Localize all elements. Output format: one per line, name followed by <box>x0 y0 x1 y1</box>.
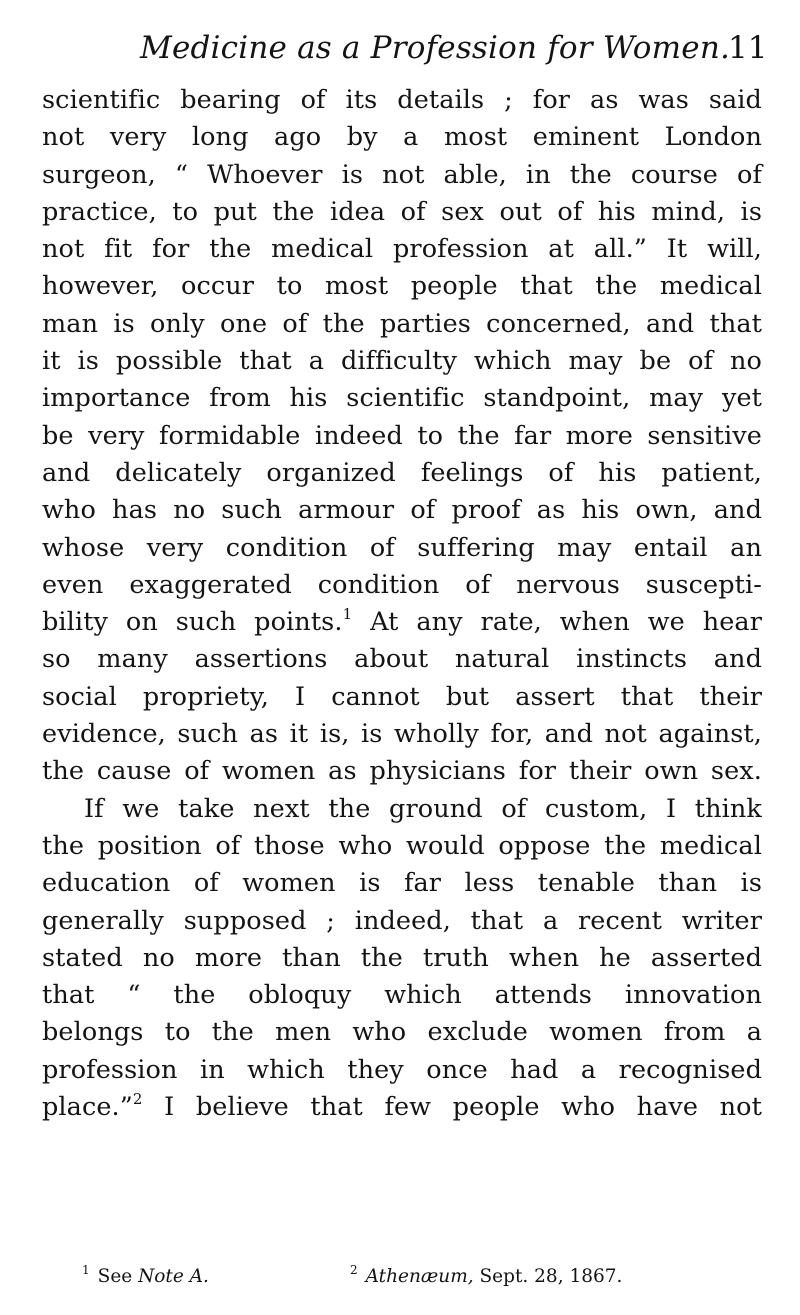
footnotes <box>82 1262 742 1292</box>
text-line: belongs to the men who exclude women from a <box>42 1017 762 1048</box>
footnote-mark: 2 <box>350 1263 358 1277</box>
text-line: stated no more than the truth when he asserted <box>42 942 762 973</box>
text-line: generally supposed ; indeed, that a recent writer <box>42 905 762 936</box>
text-line: scientific bearing of its details ; for as was said <box>42 85 762 115</box>
text-line: evidence, such as it is, is wholly for, and not against, <box>42 719 762 750</box>
body-text <box>42 82 762 1126</box>
text-line: be very formidable indeed to the far more sensitive <box>42 420 762 451</box>
text-line: so many assertions about natural instincts and <box>42 644 762 675</box>
text-line: not very long ago by a most eminent London <box>42 122 762 153</box>
text-line <box>42 604 762 641</box>
footnote-2 <box>350 1262 622 1292</box>
text-line: education of women is far less tenable than is <box>42 868 762 899</box>
running-title: Medicine as a Profession for Women. <box>140 30 731 66</box>
text-line: If we take next the ground of custom, I think <box>84 793 762 824</box>
text-line: whose very condition of suffering may entail an <box>42 532 762 563</box>
page-number: 11 <box>728 30 768 66</box>
text-line: social propriety, I cannot but assert that their <box>42 681 762 712</box>
footnote-ref-2[interactable]: 2 <box>132 1090 143 1109</box>
text-line: profession in which they once had a recognised <box>42 1054 762 1085</box>
footnote-text: See <box>97 1266 139 1287</box>
text-line: not fit for the medical profession at all.” It will, <box>42 234 762 265</box>
footnote-citation: Note A. <box>138 1266 209 1287</box>
text-fragment: I believe that few people who have not <box>164 1092 762 1123</box>
text-line: importance from his scientific standpoint, may yet <box>42 383 762 414</box>
text-line: the cause of women as physicians for their own sex. <box>42 756 762 787</box>
text-line: man is only one of the parties concerned, and that <box>42 308 762 339</box>
footnote-mark: 1 <box>82 1263 90 1277</box>
text-fragment: bility on such points. <box>42 607 343 638</box>
footnote-ref-1[interactable]: 1 <box>342 605 353 624</box>
text-line: practice, to put the idea of sex out of his mind, is <box>42 196 762 227</box>
text-line: even exaggerated condition of nervous suscepti- <box>42 569 762 600</box>
footnote-text: Sept. 28, 1867. <box>473 1266 623 1287</box>
text-fragment: place.” <box>42 1092 133 1123</box>
text-line: who has no such armour of proof as his own, and <box>42 495 762 526</box>
footnote-1 <box>82 1262 209 1292</box>
text-line: and delicately organized feelings of his patient, <box>42 457 762 488</box>
text-line: however, occur to most people that the medical <box>42 271 762 302</box>
text-fragment: At any rate, when we hear <box>370 607 762 638</box>
running-head <box>0 30 800 72</box>
text-line: the position of those who would oppose the medical <box>42 830 762 861</box>
text-line <box>42 1089 762 1126</box>
text-line: surgeon, “ Whoever is not able, in the course of <box>42 159 762 190</box>
text-line: it is possible that a difficulty which may be of no <box>42 346 762 377</box>
footnote-citation: Athenæum, <box>365 1266 474 1287</box>
text-line: that “ the obloquy which attends innovation <box>42 980 762 1011</box>
